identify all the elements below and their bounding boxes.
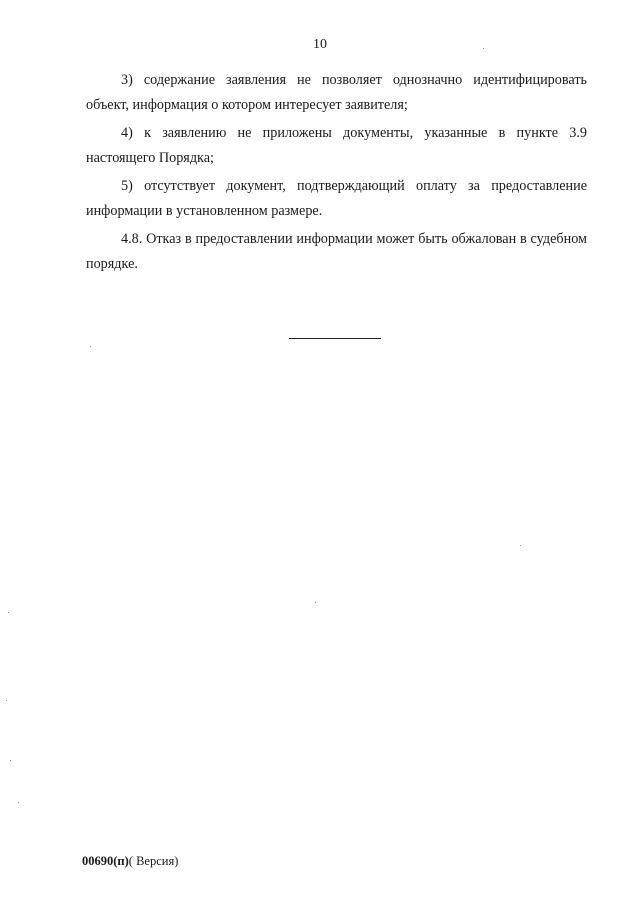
document-footer (82, 853, 178, 869)
paragraph-section-4-8: 4.8. Отказ в предоставлении информации может быть обжалован в судебном порядке. (86, 231, 587, 272)
paragraph-item-4: 4) к заявлению не приложены документы, указанные в пункте 3.9 настоящего Порядка; (86, 125, 587, 166)
paragraph-item-5: 5) отсутствует документ, подтверждающий оплату за предоставление информации в установленном размере. (86, 178, 587, 219)
paragraph-item-3: 3) содержание заявления не позволяет однозначно идентифицировать объект, информация о котором интересует заявителя; (86, 72, 587, 113)
scan-speck (8, 612, 9, 613)
scan-speck (90, 346, 91, 347)
scan-speck (6, 700, 7, 701)
scan-speck (483, 48, 484, 49)
scan-speck (315, 602, 316, 603)
page-number: 10 (313, 37, 327, 52)
scan-speck (520, 545, 521, 546)
footer-document-code: 00690(п) (82, 854, 129, 868)
document-body (86, 68, 587, 280)
scan-speck (10, 760, 11, 761)
scan-speck (18, 802, 19, 803)
end-of-text-separator (289, 338, 381, 339)
footer-version: ( Версия) (128, 854, 179, 868)
